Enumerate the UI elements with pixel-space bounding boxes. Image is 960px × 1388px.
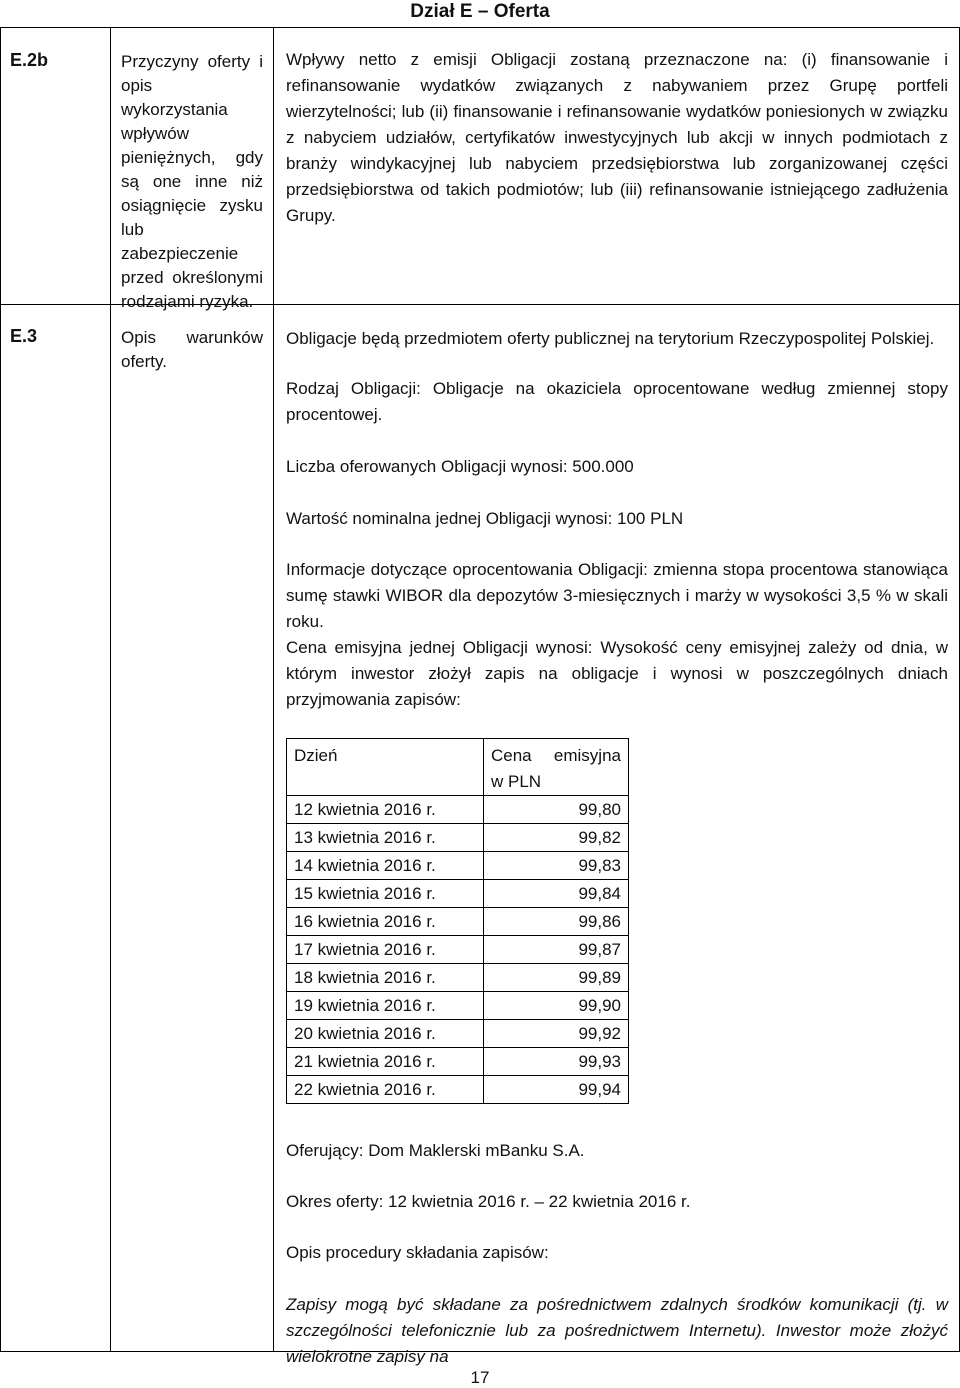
section-code-e2b: E.2b — [10, 50, 49, 70]
price-table-row — [287, 992, 629, 1020]
price-row-value: 99,92 — [484, 1020, 629, 1048]
e3-offeror: Oferujący: Dom Maklerski mBanku S.A. — [286, 1141, 585, 1160]
price-row-value: 99,82 — [484, 824, 629, 852]
price-row-date: 21 kwietnia 2016 r. — [287, 1048, 484, 1076]
table-left-border — [0, 27, 1, 1352]
price-header-word-2: emisyjna — [553, 746, 621, 765]
price-row-date: 22 kwietnia 2016 r. — [287, 1076, 484, 1104]
price-row-value: 99,86 — [484, 908, 629, 936]
e2b-body-text: Wpływy netto z emisji Obligacji zostaną przeznaczone na: (i) finansowanie i refinansowanie wydatków związanych z nabywaniem przez Grupę portfeli wierzytelności; lub (ii) finansowanie i refinansowanie wydatków poniesionych w związku z nabyciem udziałów, certyfikatów inwestycyjnych lub akcji w innych podmiotach z branży windykacyjnej lub nabyciem przedsiębiorstwa lub zorganizowanej części przedsiębiorstwa od takich podmiotów; lub (iii) refinansowanie istniejącego zadłużenia Grupy. — [286, 50, 948, 225]
price-row-value: 99,93 — [484, 1048, 629, 1076]
price-table — [286, 738, 629, 1104]
price-row-date: 16 kwietnia 2016 r. — [287, 908, 484, 936]
price-table-header-price — [484, 739, 629, 796]
price-table-row — [287, 908, 629, 936]
section-title-e2b: Przyczyny oferty i opis wykorzystania wpływów pieniężnych, gdy są one inne niż osiągnięcie zysku lub zabezpieczenie przed określonymi rodzajami ryzyka. — [121, 52, 263, 311]
price-table-row — [287, 1020, 629, 1048]
price-row-value: 99,89 — [484, 964, 629, 992]
price-table-row — [287, 824, 629, 852]
price-row-date: 14 kwietnia 2016 r. — [287, 852, 484, 880]
price-table-row — [287, 1048, 629, 1076]
price-table-header — [287, 739, 629, 796]
price-table-header-day: Dzień — [287, 739, 484, 796]
price-table-row — [287, 964, 629, 992]
e3-paragraph-6: Cena emisyjna jednej Obligacji wynosi: Wysokość ceny emisyjnej zależy od dnia, w którym inwestor złożył zapis na obligacje i wynosi w poszczególnych dniach przyjmowania zapisów: — [286, 638, 948, 709]
page-number: 17 — [470, 1368, 490, 1387]
price-row-value: 99,83 — [484, 852, 629, 880]
e3-paragraph-2: Rodzaj Obligacji: Obligacje na okaziciela oprocentowane według zmiennej stopy procentowej. — [286, 379, 948, 424]
price-row-date: 15 kwietnia 2016 r. — [287, 880, 484, 908]
price-row-date: 13 kwietnia 2016 r. — [287, 824, 484, 852]
e3-paragraph-4: Wartość nominalna jednej Obligacji wynosi: 100 PLN — [286, 509, 684, 528]
e3-paragraph-3: Liczba oferowanych Obligacji wynosi: 500.000 — [286, 457, 634, 476]
price-row-value: 99,80 — [484, 796, 629, 824]
price-row-value: 99,84 — [484, 880, 629, 908]
table-top-border — [0, 27, 960, 28]
e3-paragraph-1: Obligacje będą przedmiotem oferty publicznej na terytorium Rzeczypospolitej Polskiej. — [286, 329, 935, 348]
e3-paragraph-5: Informacje dotyczące oprocentowania Obligacji: zmienna stopa procentowa stanowiąca sumę stawki WIBOR dla depozytów 3-miesięcznych i marży w wysokości 3,5 % w skali roku. — [286, 560, 948, 631]
price-table-row — [287, 852, 629, 880]
table-col-divider-1 — [110, 27, 111, 1352]
price-row-date: 17 kwietnia 2016 r. — [287, 936, 484, 964]
price-row-value: 99,94 — [484, 1076, 629, 1104]
e3-procedure-text: Zapisy mogą być składane za pośrednictwem zdalnych środków komunikacji (tj. w szczególności telefonicznie lub za pośrednictwem Internetu). Inwestor może złożyć wielokrotne zapisy na — [286, 1295, 948, 1366]
price-table-row — [287, 880, 629, 908]
price-table-row — [287, 936, 629, 964]
price-row-date: 20 kwietnia 2016 r. — [287, 1020, 484, 1048]
price-row-date: 12 kwietnia 2016 r. — [287, 796, 484, 824]
price-header-word-3: w PLN — [491, 772, 542, 791]
price-row-date: 19 kwietnia 2016 r. — [287, 992, 484, 1020]
section-body-e2b — [286, 47, 948, 229]
e3-offer-period: Okres oferty: 12 kwietnia 2016 r. – 22 kwietnia 2016 r. — [286, 1192, 691, 1211]
e3-procedure-heading: Opis procedury składania zapisów: — [286, 1243, 549, 1262]
price-row-value: 99,90 — [484, 992, 629, 1020]
price-header-word-1: Cena — [491, 746, 532, 765]
price-row-value: 99,87 — [484, 936, 629, 964]
page-title: Dział E – Oferta — [410, 1, 550, 22]
section-title-e3: Opis warunków oferty. — [121, 328, 263, 371]
price-table-row — [287, 1076, 629, 1104]
price-table-row — [287, 796, 629, 824]
section-code-e3: E.3 — [10, 326, 38, 346]
table-col-divider-2 — [273, 27, 274, 1352]
price-row-date: 18 kwietnia 2016 r. — [287, 964, 484, 992]
